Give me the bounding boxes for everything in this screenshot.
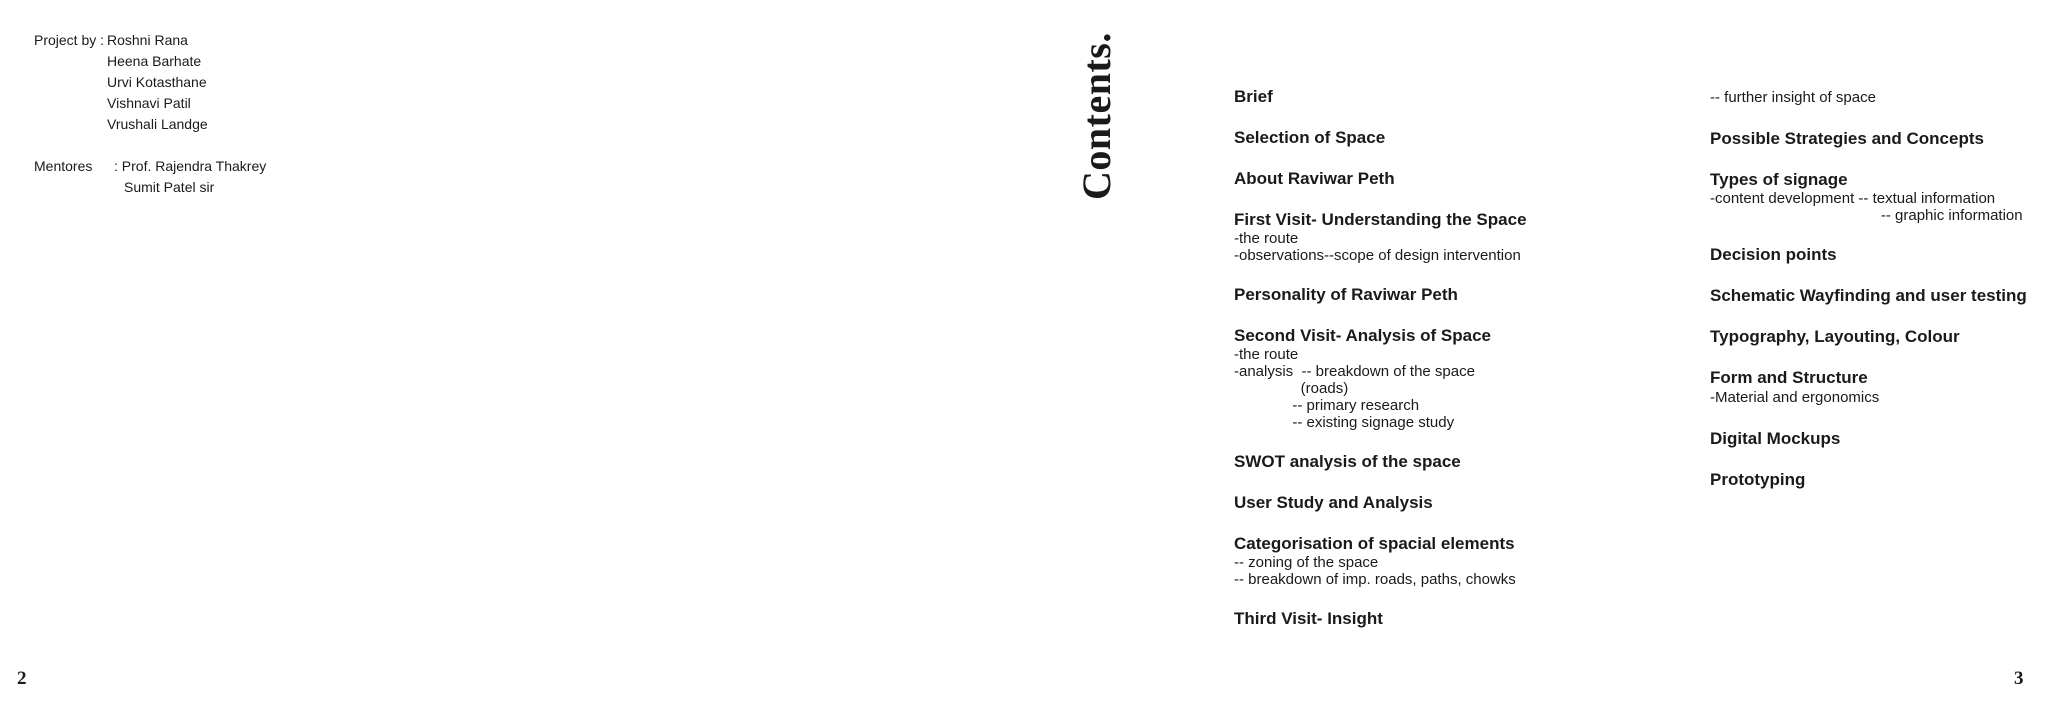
contents-heading: Typography, Layouting, Colour <box>1710 327 1960 346</box>
credits-block <box>34 30 266 198</box>
page-number-right: 3 <box>2014 668 2024 689</box>
contents-subitem: -- primary research <box>1234 397 1420 414</box>
contents-subitem: -Material and ergonomics <box>1710 389 1880 406</box>
contents-subitem: -content development -- textual information <box>1710 190 1996 207</box>
team-member: Heena Barhate <box>107 53 202 69</box>
contents-entry <box>1710 169 2027 224</box>
mentors <box>34 156 266 198</box>
contents-column-1 <box>1234 86 1527 649</box>
contents-entry <box>1234 209 1527 264</box>
contents-entry <box>1710 285 2027 306</box>
mentor-label: Mentores <box>34 158 93 174</box>
contents-entry <box>1234 168 1527 189</box>
contents-subitem: -observations--scope of design intervention <box>1234 247 1521 264</box>
contents-heading: SWOT analysis of the space <box>1234 452 1461 471</box>
contents-heading: Schematic Wayfinding and user testing <box>1710 286 2027 305</box>
team-member: Urvi Kotasthane <box>107 74 207 90</box>
mentor-name: Sumit Patel sir <box>124 179 215 195</box>
contents-subitem: -- graphic information <box>1710 207 2023 224</box>
contents-column-2 <box>1710 88 2027 510</box>
page-number-left: 2 <box>17 668 27 689</box>
contents-entry <box>1234 127 1527 148</box>
contents-entry <box>1234 492 1527 513</box>
contents-heading: About Raviwar Peth <box>1234 169 1395 188</box>
team-member: Roshni Rana <box>107 32 188 48</box>
contents-heading: Possible Strategies and Concepts <box>1710 129 1984 148</box>
contents-heading: User Study and Analysis <box>1234 493 1433 512</box>
contents-heading: Third Visit- Insight <box>1234 609 1383 628</box>
contents-subitem: -- existing signage study <box>1234 414 1455 431</box>
contents-heading: Decision points <box>1710 245 1837 264</box>
contents-heading: Personality of Raviwar Peth <box>1234 285 1458 304</box>
project-team <box>34 30 266 135</box>
contents-subitem: (roads) <box>1234 380 1349 397</box>
contents-heading: Categorisation of spacial elements <box>1234 534 1515 553</box>
contents-heading: Digital Mockups <box>1710 429 1841 448</box>
contents-heading: Form and Structure <box>1710 368 1868 387</box>
contents-heading: First Visit- Understanding the Space <box>1234 210 1527 229</box>
project-label: Project by : <box>34 32 105 48</box>
contents-subitem: -the route <box>1234 230 1299 247</box>
contents-entry <box>1710 326 2027 347</box>
contents-entry <box>1234 325 1527 431</box>
team-member: Vishnavi Patil <box>107 95 191 111</box>
contents-heading: Prototyping <box>1710 470 1806 489</box>
contents-title: Contents. <box>1074 32 1119 200</box>
contents-heading: Brief <box>1234 87 1273 106</box>
contents-entry <box>1234 533 1527 588</box>
contents-entry <box>1234 608 1527 629</box>
team-member: Vrushali Landge <box>107 116 208 132</box>
contents-subitem: -- breakdown of imp. roads, paths, chowks <box>1234 571 1516 588</box>
contents-heading: Second Visit- Analysis of Space <box>1234 326 1491 345</box>
contents-subitem: -- further insight of space <box>1710 89 1876 106</box>
contents-entry <box>1710 367 2027 408</box>
contents-entry <box>1234 284 1527 305</box>
contents-entry <box>1710 128 2027 149</box>
contents-entry <box>1710 244 2027 265</box>
contents-subitem: -the route <box>1234 346 1299 363</box>
contents-subitem: -- zoning of the space <box>1234 554 1379 571</box>
contents-entry <box>1710 469 2027 490</box>
contents-heading: Types of signage <box>1710 170 1848 189</box>
contents-entry <box>1234 86 1527 107</box>
mentor-name: : Prof. Rajendra Thakrey <box>114 158 267 174</box>
contents-entry <box>1710 88 2027 108</box>
contents-heading: Selection of Space <box>1234 128 1386 147</box>
contents-subitem: -analysis -- breakdown of the space <box>1234 363 1475 380</box>
contents-entry <box>1234 451 1527 472</box>
contents-entry <box>1710 428 2027 449</box>
